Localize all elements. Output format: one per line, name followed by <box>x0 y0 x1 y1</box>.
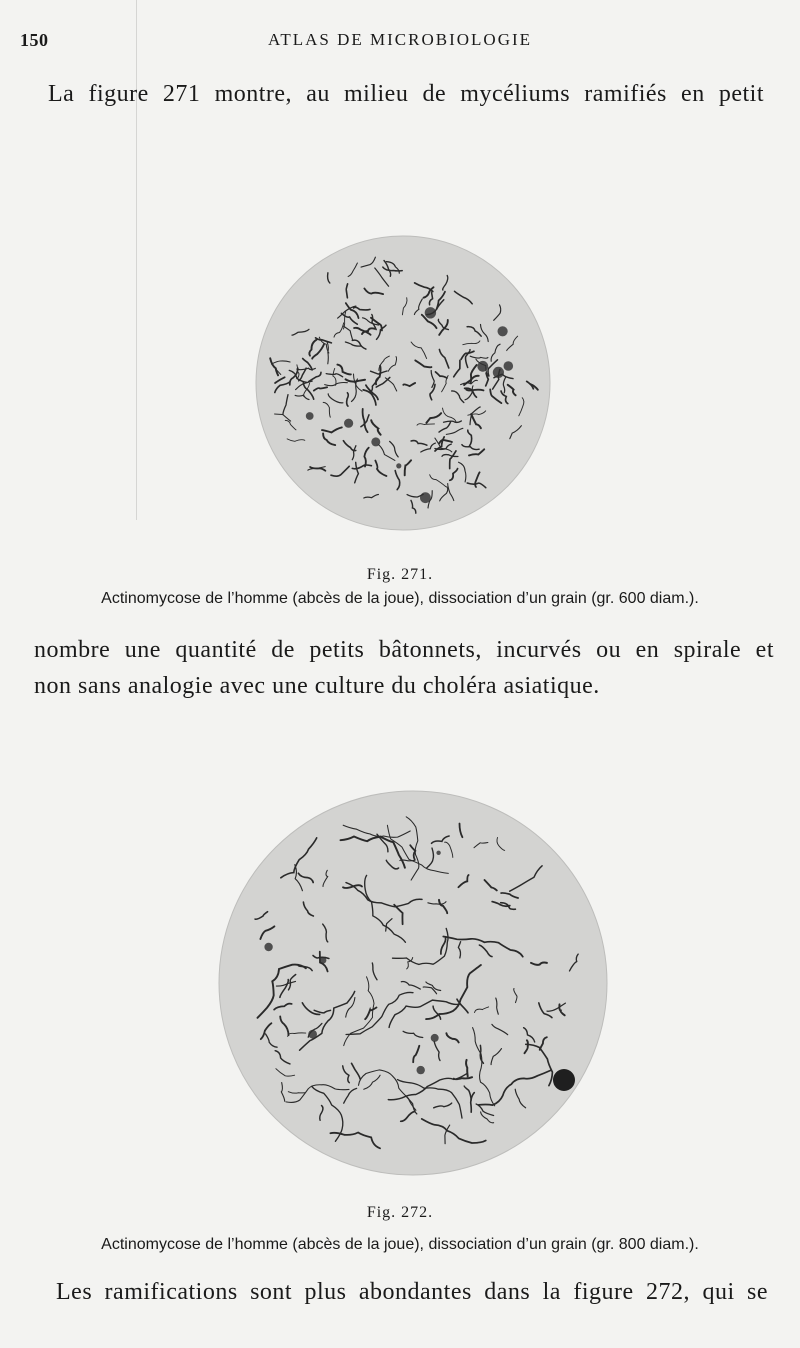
cell-clump <box>493 367 504 378</box>
cell-clump <box>425 307 436 318</box>
cell-clump <box>504 361 514 371</box>
cell-clump <box>477 361 488 372</box>
cell-clump <box>306 412 314 420</box>
page-number: 150 <box>20 30 49 50</box>
figure-271-label: Fig. 271. <box>366 566 434 583</box>
cell-clump <box>308 1030 317 1039</box>
figure-272-svg <box>218 790 608 1176</box>
cell-clump <box>420 492 431 503</box>
cell-clump <box>371 437 380 446</box>
cell-clump <box>436 851 440 855</box>
paragraph-1: La figure 271 montre, au milieu de mycéliums ramifiés en petit <box>48 81 764 107</box>
paragraph-2-line-1: nombre une quantité de petits bâtonnets, incurvés ou en spirale et <box>34 637 774 663</box>
cell-clump <box>498 326 508 336</box>
cell-clump <box>417 1066 425 1074</box>
figure-271-caption: Actinomycose de l’homme (abcès de la joue), dissociation d’un grain (gr. 600 diam.). <box>101 590 699 607</box>
figure-272-micrograph <box>218 790 608 1176</box>
paragraph-2-line-2: non sans analogie avec une culture du choléra asiatique. <box>34 673 600 699</box>
paragraph-3: Les ramifications sont plus abondantes dans la figure 272, qui se <box>56 1279 768 1305</box>
figure-272-caption: Actinomycose de l’homme (abcès de la joue), dissociation d’un grain (gr. 800 diam.). <box>101 1236 699 1253</box>
filament <box>466 390 483 391</box>
figure-272-label: Fig. 272. <box>366 1204 434 1221</box>
cell-clump <box>431 1034 439 1042</box>
figure-271-svg <box>254 234 552 532</box>
cell-clump <box>344 419 353 428</box>
cell-clump <box>396 463 401 468</box>
running-head: ATLAS DE MICROBIOLOGIE <box>267 30 533 49</box>
figure-271-micrograph <box>254 234 552 532</box>
cell-clump <box>264 943 272 951</box>
cell-clump <box>320 957 327 964</box>
figure-272-dark-spot <box>553 1069 575 1091</box>
